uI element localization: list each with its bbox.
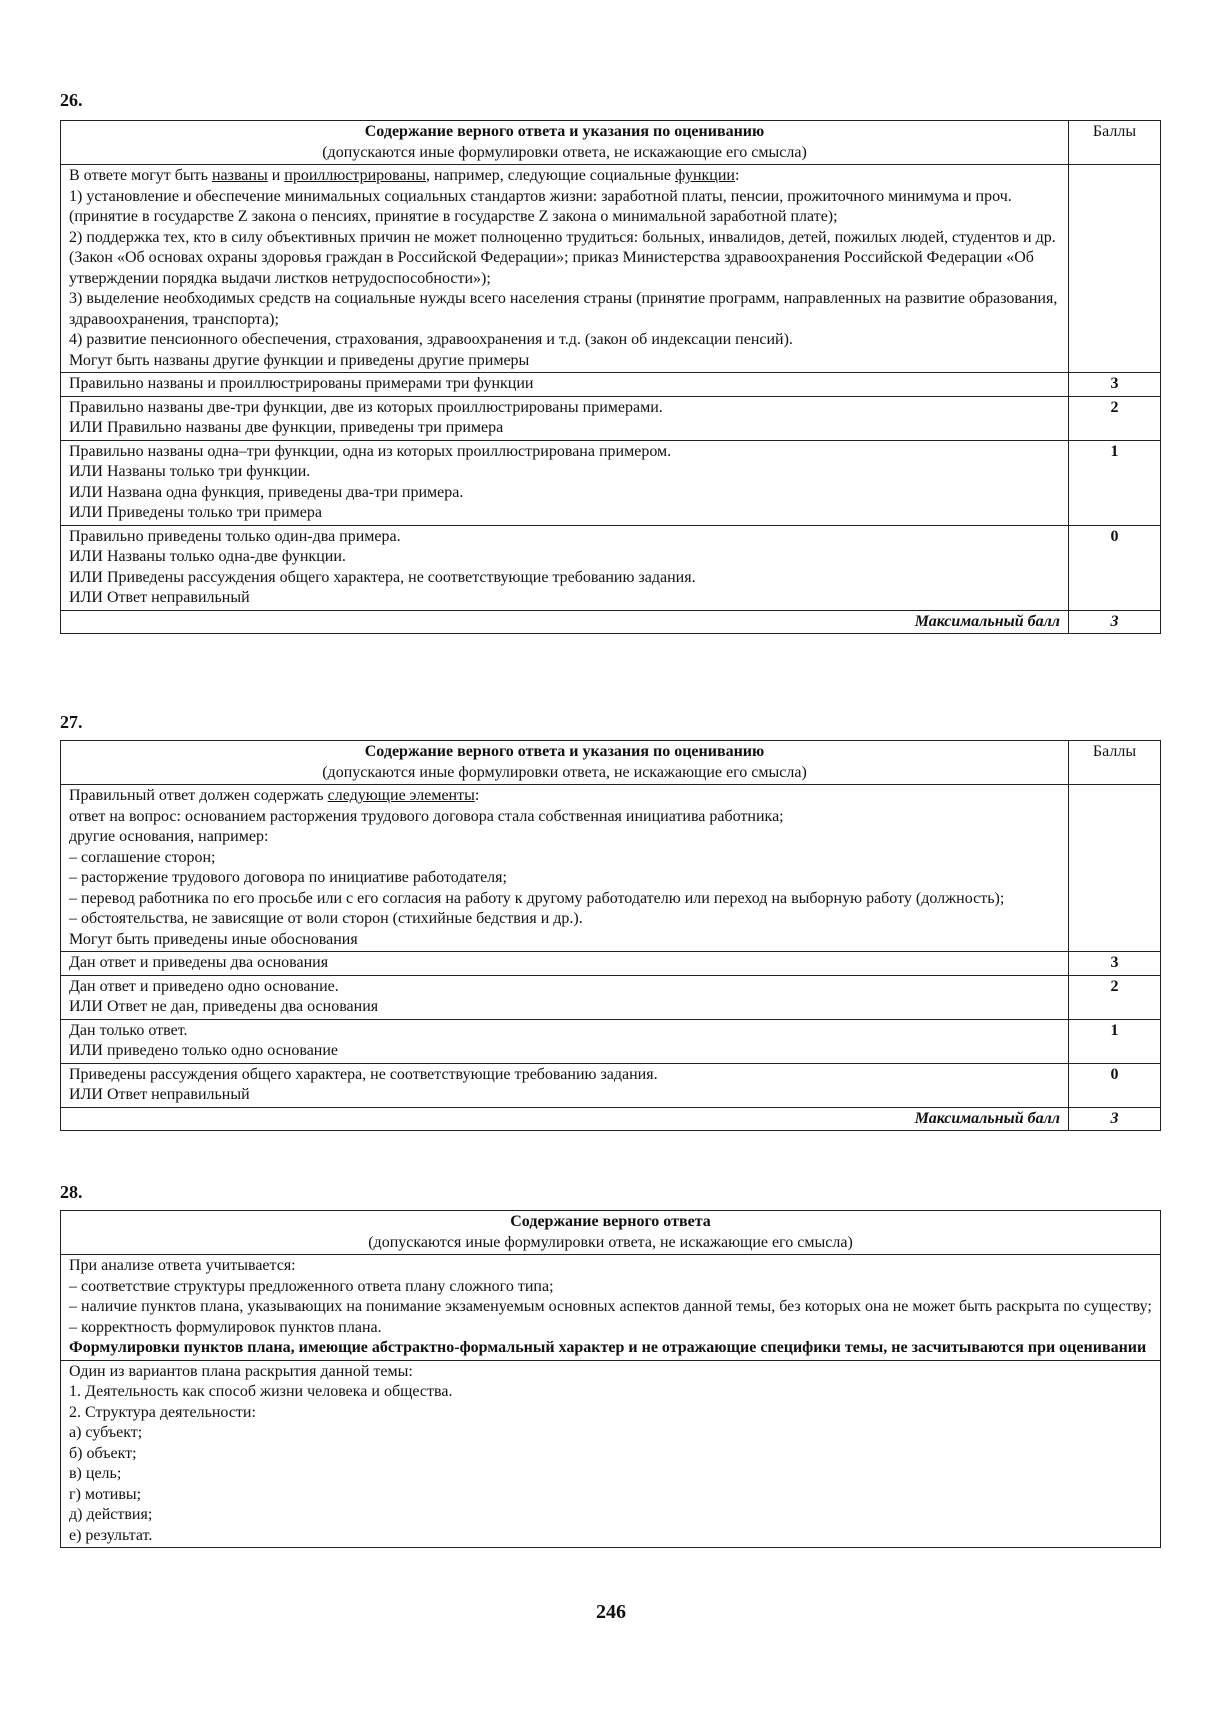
criteria-line: Приведены рассуждения общего характера, не соответствующие требованию задания. bbox=[69, 1065, 658, 1083]
criteria-line: ИЛИ Ответ неправильный bbox=[69, 589, 250, 606]
empty-score-cell bbox=[1069, 165, 1161, 373]
empty-score-cell bbox=[1069, 785, 1161, 952]
answer-line: 3) выделение необходимых средств на социальные нужды всего населения страны (принятие программ, направленных на развитие образования, здравоохранения, транспорта); bbox=[69, 290, 1058, 328]
table-header bbox=[61, 1211, 1161, 1255]
task-26-number: 26. bbox=[60, 90, 83, 110]
criteria-row bbox=[61, 952, 1161, 976]
criteria-line: ИЛИ Ответ не дан, приведены два основания bbox=[69, 998, 379, 1015]
task-28-number: 28. bbox=[60, 1182, 83, 1202]
header-score: Баллы bbox=[1069, 741, 1161, 785]
criteria-line: Дан ответ и приведено одно основание. bbox=[69, 977, 339, 995]
header-score: Баллы bbox=[1069, 121, 1161, 165]
answer-line: другие основания, например: bbox=[69, 828, 269, 845]
max-score-row bbox=[61, 1107, 1161, 1131]
answer-line: Могут быть названы другие функции и приведены другие примеры bbox=[69, 351, 530, 369]
criteria-line: Правильно названы и проиллюстрированы примерами три функции bbox=[69, 375, 534, 392]
criteria-row bbox=[61, 440, 1161, 525]
criteria-row bbox=[61, 373, 1161, 397]
table-header bbox=[61, 121, 1161, 165]
answer-line: Могут быть приведены иные обоснования bbox=[69, 930, 358, 948]
plan-block bbox=[61, 1360, 1161, 1548]
task-27-number: 27. bbox=[60, 712, 83, 732]
answer-intro: Правильный ответ должен содержать следующие элементы: bbox=[69, 787, 480, 804]
criteria-line: При анализе ответа учитывается: bbox=[69, 1257, 296, 1274]
score-value: 1 bbox=[1069, 440, 1161, 525]
plan-line: в) цель; bbox=[69, 1465, 122, 1482]
score-value: 3 bbox=[1069, 952, 1161, 976]
header-subtitle: (допускаются иные формулировки ответа, не искажающие его смысла) bbox=[322, 763, 807, 781]
header-subtitle: (допускаются иные формулировки ответа, не искажающие его смысла) bbox=[368, 1233, 853, 1251]
score-value: 3 bbox=[1069, 373, 1161, 397]
criteria-line: – наличие пунктов плана, указывающих на понимание экзаменуемым основных аспектов данной темы, без которых она не может быть раскрыта по существу; bbox=[69, 1298, 1152, 1315]
answer-line: 2) поддержка тех, кто в силу объективных причин не может полноценно трудиться: больных, инвалидов, детей, пожилых людей, студентов и др. (Закон «Об основах охраны здоровья граждан в Российской Федерации»; приказ Министерства здравоохранения Российской Федерации «Об утверждении порядка выдачи листков нетрудоспособности»); bbox=[69, 228, 1056, 287]
criteria-line: ИЛИ Приведены рассуждения общего характера, не соответствующие требованию задания. bbox=[69, 568, 696, 586]
plan-line: 1. Деятельность как способ жизни человека и общества. bbox=[69, 1383, 453, 1400]
max-score-value: 3 bbox=[1069, 610, 1161, 634]
header-title: Содержание верного ответа bbox=[510, 1213, 711, 1230]
criteria-row bbox=[61, 1063, 1161, 1107]
criteria-line: Правильно названы две-три функции, две из которых проиллюстрированы примерами. bbox=[69, 398, 663, 416]
answer-line: 1) установление и обеспечение минимальных социальных стандартов жизни: заработной платы, пенсии, прожиточного минимума и проч. (принятие в государстве Z закона о пенсиях, принятие в государстве Z закона о минимальной заработной плате); bbox=[69, 187, 1012, 225]
criteria-row bbox=[61, 396, 1161, 440]
criteria-line: – корректность формулировок пунктов плана. bbox=[69, 1318, 382, 1336]
plan-line: е) результат. bbox=[69, 1526, 153, 1544]
criteria-line: Дан ответ и приведены два основания bbox=[69, 954, 329, 971]
answer-line: – соглашение сторон; bbox=[69, 848, 216, 866]
page-number: 246 bbox=[596, 1601, 626, 1623]
answer-content bbox=[61, 165, 1069, 373]
plan-line: Один из вариантов плана раскрытия данной темы: bbox=[69, 1362, 413, 1380]
answer-line: ответ на вопрос: основанием расторжения трудового договора стала собственная инициатива работника; bbox=[69, 807, 784, 825]
answer-content-row bbox=[61, 785, 1161, 952]
task-27-table bbox=[60, 740, 1161, 1131]
criteria-line: Правильно приведены только один-два примера. bbox=[69, 527, 401, 545]
criteria-row bbox=[61, 1019, 1161, 1063]
criteria-row bbox=[61, 975, 1161, 1019]
criteria-line: Правильно названы одна–три функции, одна из которых проиллюстрирована примером. bbox=[69, 442, 672, 460]
header-title: Содержание верного ответа и указания по оцениванию bbox=[364, 743, 765, 760]
criteria-line: ИЛИ Названы только одна-две функции. bbox=[69, 548, 346, 565]
table-header bbox=[61, 741, 1161, 785]
header-subtitle: (допускаются иные формулировки ответа, не искажающие его смысла) bbox=[322, 143, 807, 161]
score-value: 1 bbox=[1069, 1019, 1161, 1063]
criteria-row bbox=[61, 525, 1161, 610]
max-score-value: 3 bbox=[1069, 1107, 1161, 1131]
plan-line: а) субъект; bbox=[69, 1424, 143, 1441]
criteria-line: ИЛИ приведено только одно основание bbox=[69, 1042, 339, 1059]
criteria-note: Формулировки пунктов плана, имеющие абстрактно-формальный характер и не отражающие специфики темы, не засчитываются при оценивании bbox=[69, 1339, 1147, 1356]
score-value: 2 bbox=[1069, 396, 1161, 440]
answer-content bbox=[61, 785, 1069, 952]
criteria-line: ИЛИ Приведены только три примера bbox=[69, 504, 322, 521]
header-content bbox=[61, 741, 1069, 785]
criteria-line: ИЛИ Названы только три функции. bbox=[69, 463, 311, 480]
criteria-line: ИЛИ Названа одна функция, приведены два-три примера. bbox=[69, 483, 464, 501]
plan-line: 2. Структура деятельности: bbox=[69, 1403, 256, 1421]
plan-line: г) мотивы; bbox=[69, 1485, 142, 1503]
plan-line: д) действия; bbox=[69, 1506, 153, 1523]
max-score-label: Максимальный балл bbox=[61, 1107, 1069, 1131]
criteria-line: – соответствие структуры предложенного ответа плану сложного типа; bbox=[69, 1277, 554, 1295]
plan-line: б) объект; bbox=[69, 1444, 137, 1462]
max-score-label: Максимальный балл bbox=[61, 610, 1069, 634]
max-score-row bbox=[61, 610, 1161, 634]
score-value: 0 bbox=[1069, 1063, 1161, 1107]
answer-content-row bbox=[61, 165, 1161, 373]
score-value: 2 bbox=[1069, 975, 1161, 1019]
header-title: Содержание верного ответа и указания по оцениванию bbox=[364, 123, 765, 140]
criteria-line: Дан только ответ. bbox=[69, 1021, 188, 1039]
answer-line: – обстоятельства, не зависящие от воли сторон (стихийные бедствия и др.). bbox=[69, 910, 583, 927]
answer-line: – перевод работника по его просьбе или с его согласия на работу к другому работодателю или переход на выборную работу (должность); bbox=[69, 889, 1005, 907]
header-content bbox=[61, 121, 1069, 165]
score-value: 0 bbox=[1069, 525, 1161, 610]
criteria-line: ИЛИ Правильно названы две функции, приведены три примера bbox=[69, 419, 504, 436]
criteria-block bbox=[61, 1255, 1161, 1361]
criteria-line: ИЛИ Ответ неправильный bbox=[69, 1086, 250, 1103]
header-content bbox=[61, 1211, 1161, 1255]
task-28-table bbox=[60, 1210, 1161, 1548]
task-26-table bbox=[60, 120, 1161, 634]
answer-line: – расторжение трудового договора по инициативе работодателя; bbox=[69, 869, 507, 886]
answer-line: 4) развитие пенсионного обеспечения, страхования, здравоохранения и т.д. (закон об индексации пенсий). bbox=[69, 331, 793, 348]
answer-intro: В ответе могут быть названы и проиллюстрированы, например, следующие социальные функции: bbox=[69, 167, 740, 184]
